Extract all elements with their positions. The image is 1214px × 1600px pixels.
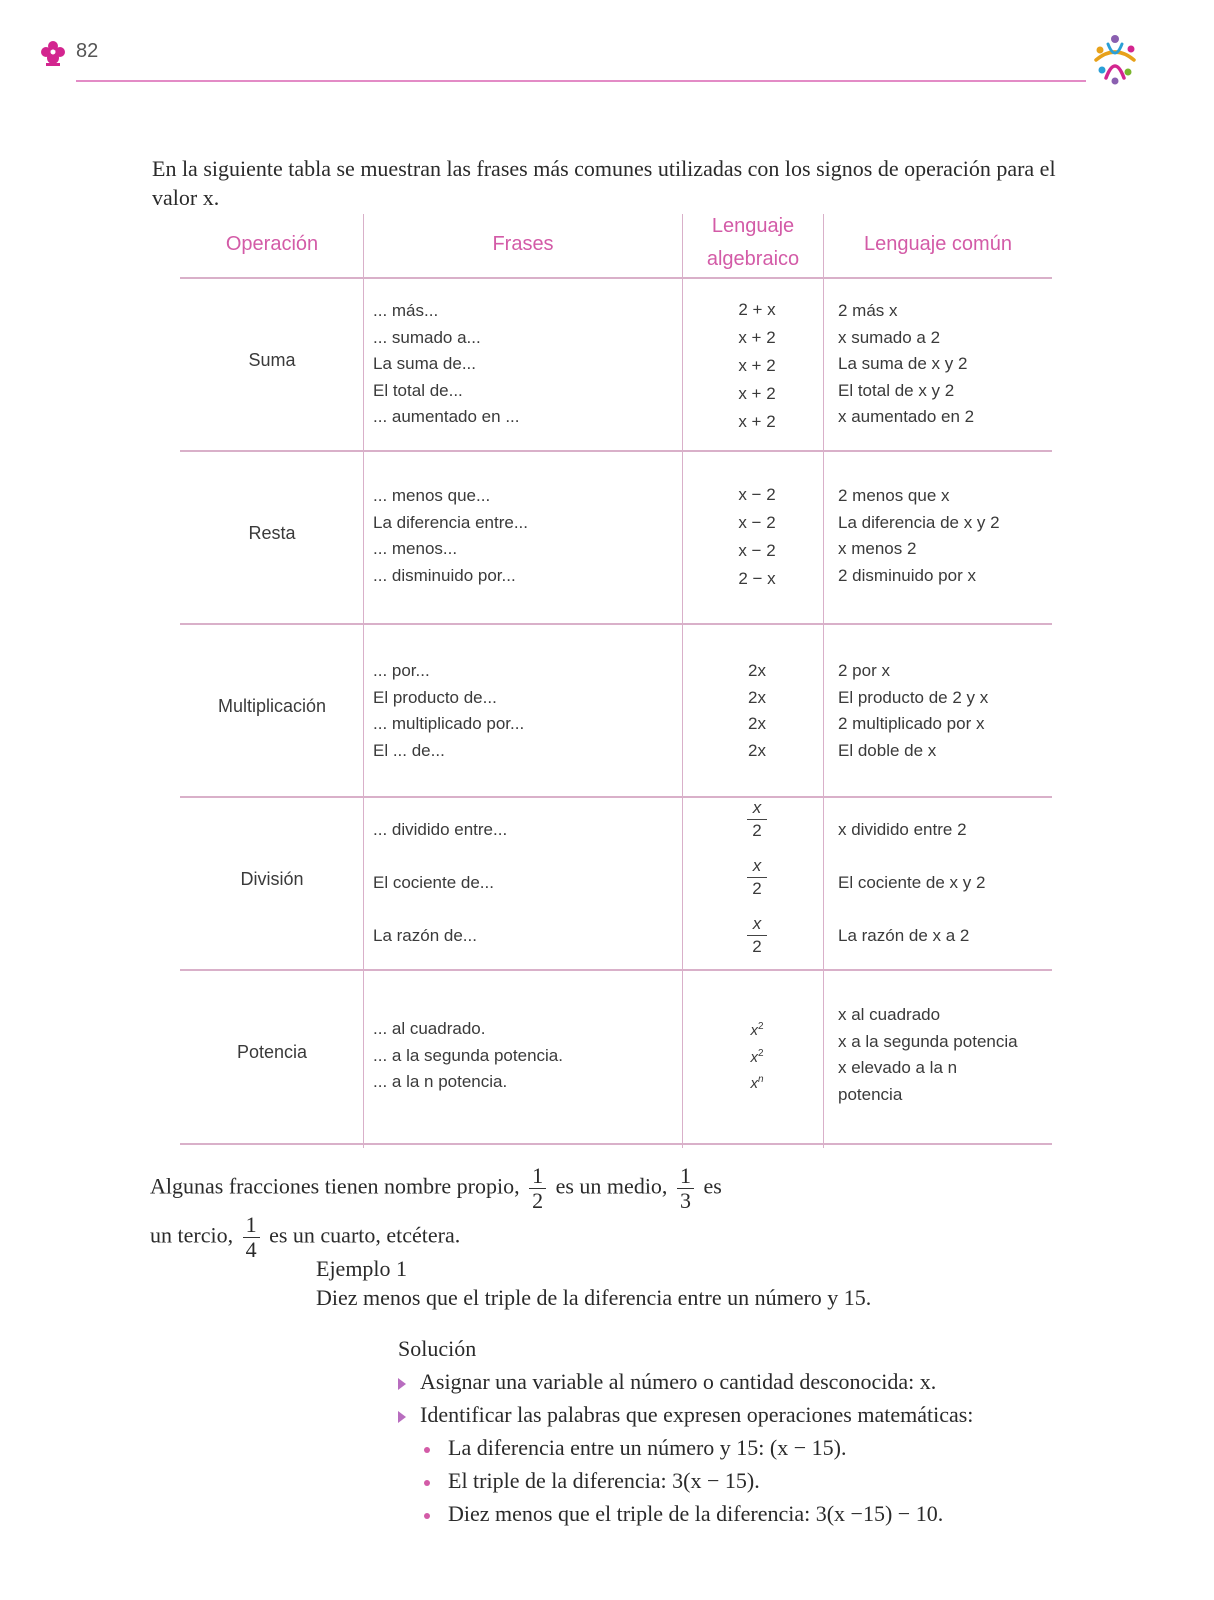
common-language-cell: 2 más x x sumado a 2 La suma de x y 2 El total de x y 2 x aumentado en 2 (838, 301, 975, 426)
fractions-paragraph: Algunas fracciones tienen nombre propio, $\frac{1}{2}$ es un medio, $\frac{1}{3}$ es un tercio, $\frac{1}{4}$ es un cuarto, etcétera. (150, 1163, 722, 1262)
header-operacion: Operación (225, 233, 319, 255)
fraction-x-over-2: $\frac{x}{2}$ (747, 855, 768, 900)
phrases-cell: ... por... El producto de... ... multiplicado por... El ... de... (373, 661, 525, 760)
operation-label: Suma (248, 350, 296, 370)
dot-bullet-icon (424, 1480, 430, 1486)
table-row-resta (180, 451, 1052, 623)
triangle-bullet-icon (398, 1378, 406, 1390)
table-row-division (180, 797, 1052, 969)
solution-substep: El triple de la diferencia: 3(x − 15). (424, 1464, 1178, 1497)
row-divider (180, 1143, 1052, 1145)
header-algebraico: Lenguaje algebraico (706, 215, 800, 270)
algebraic-cell: 2x 2x 2x 2x (748, 661, 766, 760)
table-row-suma (180, 278, 1052, 450)
fraction-x-over-2: $\frac{x}{2}$ (747, 913, 768, 958)
header-frases: Frases (492, 233, 554, 255)
algebraic-cell (687, 797, 827, 971)
flower-ornament-icon (40, 38, 66, 68)
page-number: 82 (76, 40, 99, 62)
operation-label: Potencia (236, 1042, 308, 1062)
dot-bullet-icon (424, 1447, 430, 1453)
phrases-cell: ... dividido entre... El cociente de... La razón de... (373, 820, 508, 945)
common-language-cell: 2 menos que x La diferencia de x y 2 x menos 2 2 disminuido por x (838, 486, 1000, 585)
solution-block (398, 1332, 1178, 1530)
phrases-cell: ... menos que... La diferencia entre... ... menos... ... disminuido por... (373, 486, 528, 585)
solution-step: Identificar las palabras que expresen operaciones matemáticas: (398, 1398, 1178, 1431)
fraction-one-half: $\frac{1}{2}$ (529, 1164, 546, 1213)
example-title: Ejemplo 1 (316, 1256, 408, 1281)
example-block (316, 1254, 871, 1312)
algebraic-cell: x − 2 x − 2 x − 2 2 − x (738, 485, 776, 588)
phrases-cell: ... al cuadrado. ... a la segunda potencia. ... a la n potencia. (373, 1019, 563, 1091)
common-language-cell: 2 por x El producto de 2 y x 2 multiplicado por x El doble de x (838, 661, 989, 760)
solution-title: Solución (398, 1336, 477, 1361)
operation-label: Resta (248, 523, 296, 543)
colorful-figures-logo (1088, 32, 1142, 86)
table-row-potencia (180, 970, 1052, 1142)
fraction-one-third: $\frac{1}{3}$ (677, 1164, 694, 1213)
example-statement: Diez menos que el triple de la diferencia entre un número y 15. (316, 1285, 872, 1310)
header-rule (76, 80, 1086, 82)
solution-substep: La diferencia entre un número y 15: (x − 15). (424, 1431, 1178, 1464)
phrases-cell: ... más... ... sumado a... La suma de... El total de... ... aumentado en ... (373, 301, 520, 426)
operation-label: División (240, 869, 304, 889)
fraction-x-over-2: $\frac{x}{2}$ (747, 797, 768, 842)
fraction-one-fourth: $\frac{1}{4}$ (243, 1213, 260, 1262)
table-row-multiplicacion (180, 624, 1052, 796)
algebraic-cell: 2 + x x + 2 x + 2 x + 2 x + 2 (738, 300, 776, 431)
operation-label: Multiplicación (217, 696, 327, 716)
dot-bullet-icon (424, 1513, 430, 1519)
triangle-bullet-icon (398, 1411, 406, 1423)
operations-table (180, 214, 1052, 1148)
header-comun: Lenguaje común (864, 233, 1012, 255)
solution-substep: Diez menos que el triple de la diferencia: 3(x −15) − 10. (424, 1497, 1178, 1530)
solution-step: Asignar una variable al número o cantidad desconocida: x. (398, 1365, 1178, 1398)
algebraic-cell: $x^2$ $x^2$ $x^n$ (750, 1021, 764, 1092)
common-language-cell: x al cuadrado x a la segunda potencia x elevado a la n potencia (838, 1005, 1018, 1104)
common-language-cell: x dividido entre 2 El cociente de x y 2 La razón de x a 2 (838, 820, 986, 945)
intro-text: En la siguiente tabla se muestran las frases más comunes utilizadas con los signos de operación para el valor x. (152, 156, 1056, 210)
